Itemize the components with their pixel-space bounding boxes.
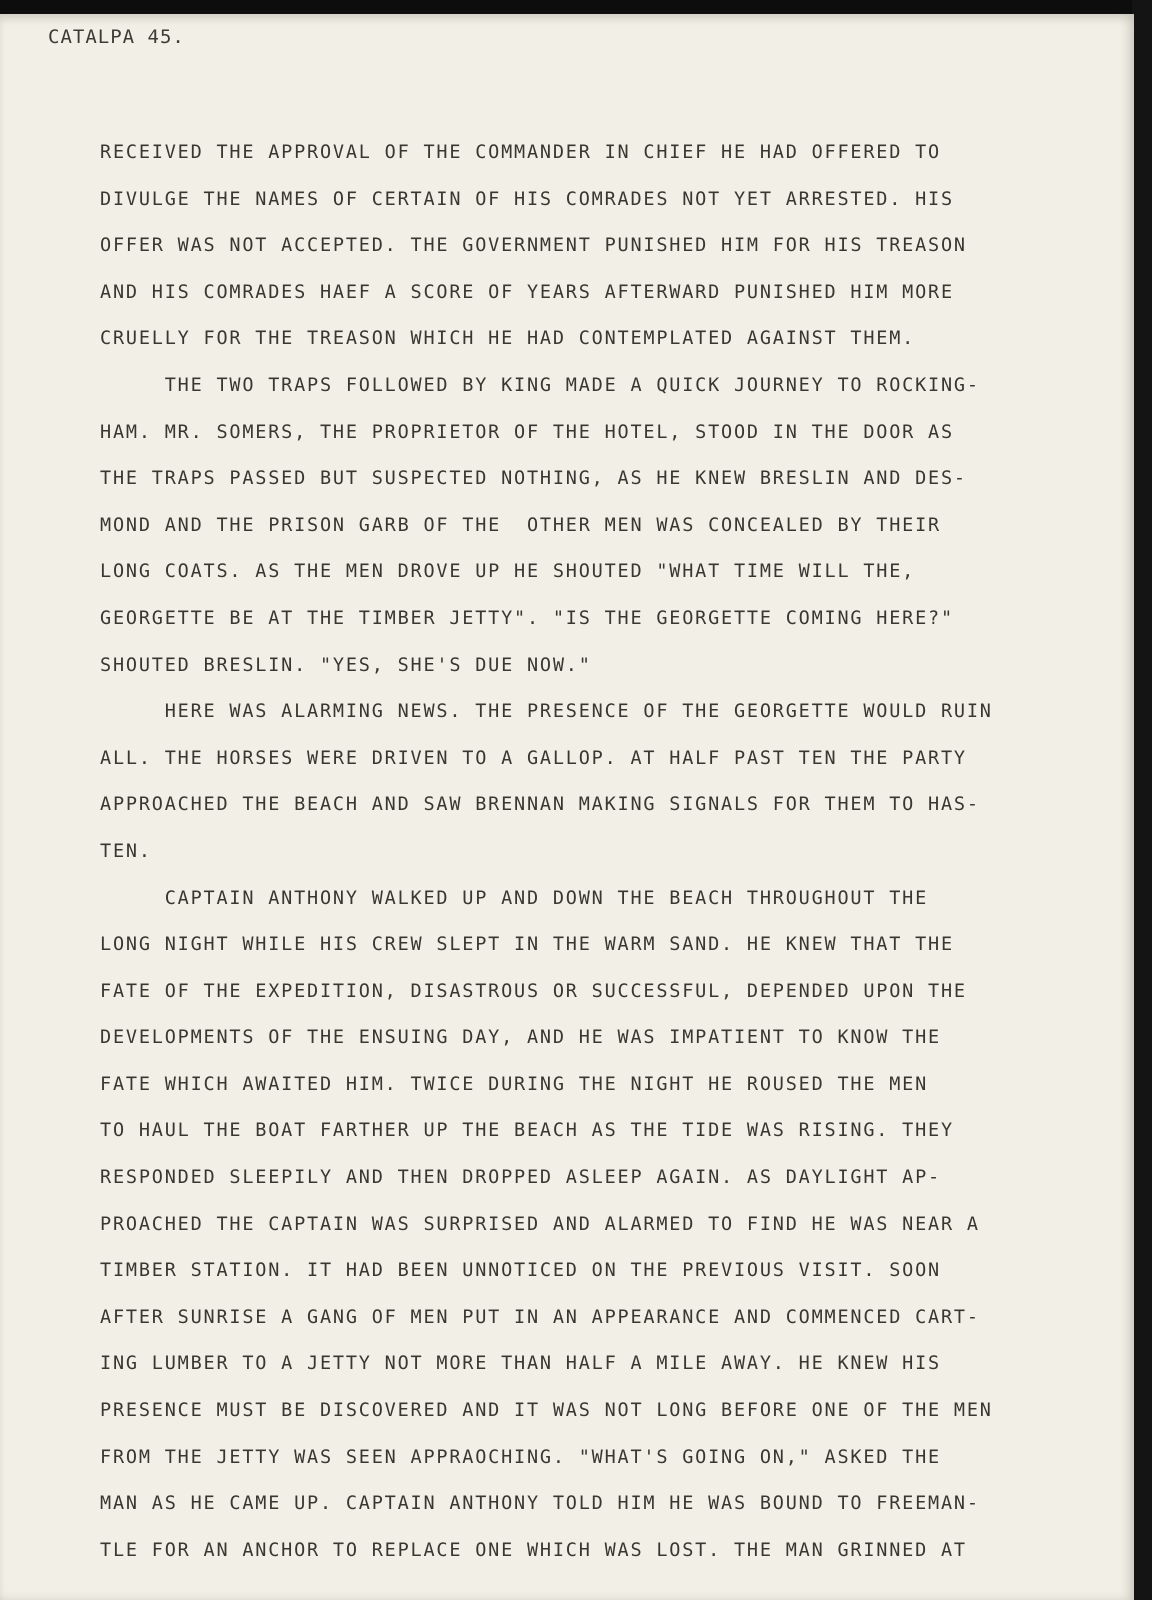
text-line: TIMBER STATION. IT HAD BEEN UNNOTICED ON THE PREVIOUS VISIT. SOON (100, 1260, 941, 1282)
text-line: RECEIVED THE APPROVAL OF THE COMMANDER IN CHIEF HE HAD OFFERED TO (100, 142, 941, 163)
text-line: THE TRAPS PASSED BUT SUSPECTED NOTHING, AS HE KNEW BRESLIN AND DES- (100, 468, 967, 490)
text-line: ALL. THE HORSES WERE DRIVEN TO A GALLOP. AT HALF PAST TEN THE PARTY (100, 747, 967, 769)
text-line: HERE WAS ALARMING NEWS. THE PRESENCE OF THE GEORGETTE WOULD RUIN (100, 701, 993, 723)
text-line: OFFER WAS NOT ACCEPTED. THE GOVERNMENT PUNISHED HIM FOR HIS TREASON (100, 235, 967, 257)
text-line: ING LUMBER TO A JETTY NOT MORE THAN HALF A MILE AWAY. HE KNEW HIS (100, 1353, 941, 1375)
scan-right-border (1132, 0, 1152, 1600)
text-line: PRESENCE MUST BE DISCOVERED AND IT WAS NOT LONG BEFORE ONE OF THE MEN (100, 1400, 993, 1422)
page-header: CATALPA 45. (48, 26, 185, 48)
text-line: PROACHED THE CAPTAIN WAS SURPRISED AND ALARMED TO FIND HE WAS NEAR A (100, 1213, 980, 1235)
text-line: DEVELOPMENTS OF THE ENSUING DAY, AND HE WAS IMPATIENT TO KNOW THE (100, 1027, 941, 1049)
text-line: CAPTAIN ANTHONY WALKED UP AND DOWN THE BEACH THROUGHOUT THE (100, 887, 929, 909)
text-line: RESPONDED SLEEPILY AND THEN DROPPED ASLEEP AGAIN. AS DAYLIGHT AP- (100, 1167, 941, 1189)
body-text (100, 130, 1090, 1574)
text-line: AND HIS COMRADES HAEF A SCORE OF YEARS AFTERWARD PUNISHED HIM MORE (100, 281, 954, 303)
typed-page (0, 14, 1134, 1600)
text-line: DIVULGE THE NAMES OF CERTAIN OF HIS COMRADES NOT YET ARRESTED. HIS (100, 188, 954, 210)
text-line: SHOUTED BRESLIN. "YES, SHE'S DUE NOW." (100, 654, 592, 676)
text-line: LONG COATS. AS THE MEN DROVE UP HE SHOUTED "WHAT TIME WILL THE, (100, 561, 916, 583)
text-line: FATE OF THE EXPEDITION, DISASTROUS OR SUCCESSFUL, DEPENDED UPON THE (100, 980, 967, 1002)
text-line: GEORGETTE BE AT THE TIMBER JETTY". "IS THE GEORGETTE COMING HERE?" (100, 607, 954, 629)
text-line: FATE WHICH AWAITED HIM. TWICE DURING THE NIGHT HE ROUSED THE MEN (100, 1073, 929, 1095)
text-line: AFTER SUNRISE A GANG OF MEN PUT IN AN APPEARANCE AND COMMENCED CART- (100, 1306, 980, 1328)
text-line: THE TWO TRAPS FOLLOWED BY KING MADE A QUICK JOURNEY TO ROCKING- (100, 374, 980, 396)
text-line: MAN AS HE CAME UP. CAPTAIN ANTHONY TOLD HIM HE WAS BOUND TO FREEMAN- (100, 1493, 980, 1515)
text-line: CRUELLY FOR THE TREASON WHICH HE HAD CONTEMPLATED AGAINST THEM. (100, 328, 916, 350)
text-line: LONG NIGHT WHILE HIS CREW SLEPT IN THE WARM SAND. HE KNEW THAT THE (100, 934, 954, 956)
text-line: TEN. (100, 840, 152, 862)
text-line: FROM THE JETTY WAS SEEN APPRAOCHING. "WHAT'S GOING ON," ASKED THE (100, 1446, 941, 1468)
text-line: APPROACHED THE BEACH AND SAW BRENNAN MAKING SIGNALS FOR THEM TO HAS- (100, 794, 980, 816)
text-line: TO HAUL THE BOAT FARTHER UP THE BEACH AS THE TIDE WAS RISING. THEY (100, 1120, 954, 1142)
text-line: MOND AND THE PRISON GARB OF THE OTHER MEN WAS CONCEALED BY THEIR (100, 514, 941, 536)
text-line: TLE FOR AN ANCHOR TO REPLACE ONE WHICH WAS LOST. THE MAN GRINNED AT (100, 1539, 967, 1561)
text-line: HAM. MR. SOMERS, THE PROPRIETOR OF THE HOTEL, STOOD IN THE DOOR AS (100, 421, 954, 443)
